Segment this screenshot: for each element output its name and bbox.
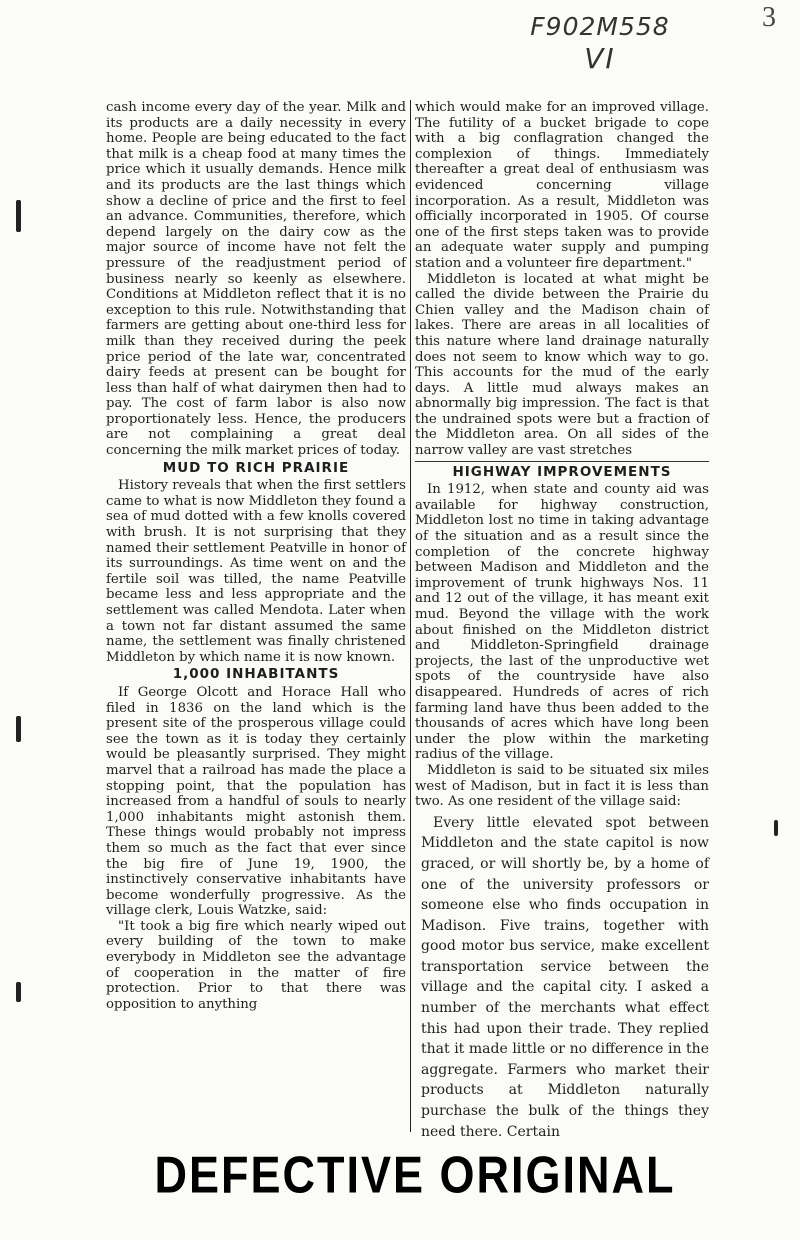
article-paragraph: In 1912, when state and county aid was available for highway construction, Middleton lost no time in taking advantage of the situation and as a result since the completion of the concrete highway between Madison and Middleton and the improvement of trunk highways Nos. 11 and 12 out of the village, it has meant exit mud. Beyond the village with the work about finished on the Middleton district and Middleton-Springfield drainage projects, the last of the unproductive wet spots of the countryside have also disappeared. Hundreds of acres of rich farming land have thus been added to the thousands of acres which have long been under the plow within the marketing radius of the village. xyxy=(415,482,709,763)
article-paragraph: History reveals that when the first settlers came to what is now Middleton they found a sea of mud dotted with a few knolls covered with brush. It is not surprising that they named their settlement Peatville in honor of its surroundings. As time went on and the fertile soil was tilled, the name Peatville became less and less appropriate and the settlement was called Mendota. Later when a town not far distant assumed the same name, the settlement was finally christened Middleton by which name it is now known. xyxy=(106,478,406,665)
defective-original-stamp: DEFECTIVE ORIGINAL xyxy=(154,1145,676,1205)
volume-annotation: VI xyxy=(584,42,616,75)
section-heading: 1,000 INHABITANTS xyxy=(172,666,340,683)
call-number-annotation xyxy=(525,14,675,73)
quoted-paragraph: Every little elevated spot between Middleton and the state capitol is now graced, or will shortly be, by a home of one of the university professors or someone else who finds occupation in Madison. Five trains, together with good motor bus service, make excellent transportation service between the village and the capital city. I asked a number of the merchants what effect this had upon their trade. They replied that it made little or no difference in the aggregate. Farmers who market their products at Middleton naturally purchase the bulk of the things they need there. Certain xyxy=(421,814,709,1140)
margin-ink-mark xyxy=(16,200,21,232)
article-paragraph: Middleton is located at what might be called the divide between the Prairie du Chien valley and the Madison chain of lakes. There are areas in all localities of this nature where land drainage naturally does not seem to know which way to go. This accounts for the mud of the early days. A little mud always makes an abnormally big impression. The fact is that the undrained spots were but a fraction of the Middleton area. On all sides of the narrow valley are vast stretches xyxy=(415,271,709,459)
margin-ink-mark xyxy=(16,716,21,742)
article-paragraph: Middleton is said to be situated six miles west of Madison, but in fact it is less than two. As one resident of the village said: xyxy=(415,762,709,810)
right-column xyxy=(415,100,709,1140)
column-rule xyxy=(410,100,411,1132)
article-paragraph: cash income every day of the year. Milk and its products are a daily necessity in every home. People are being educated to the fact that milk is a cheap food at many times the price which it usually demands. Hence milk and its products are the last things which show a decline of price and the first to feel an advance. Communities, therefore, which depend largely on the dairy cow as the major source of income have not felt the pressure of the readjustment period of business nearly so keenly as elsewhere. Conditions at Middleton reflect that it is no exception to this rule. Notwithstanding that farmers are getting about one-third less for milk than they received during the peek price period of the late war, concentrated dairy feeds at present can be bought for less than half of what dairymen then had to pay. The cost of farm labor is also now proportionately less. Hence, the producers are not complaining a great deal concerning the milk market prices of today. xyxy=(106,100,406,459)
margin-ink-mark xyxy=(774,820,778,836)
article-paragraph: If George Olcott and Horace Hall who filed in 1836 on the land which is the present site of the prosperous village could see the town as it is today they certainly would be pleasantly surprised. They might marvel that a railroad has made the place a stopping point, that the population has increased from a handful of souls to nearly 1,000 inhabitants might astonish them. These things would probably not impress them so much as the fact that ever since the big fire of June 19, 1900, the instinctively conservative inhabitants have become wonderfully progressive. As the village clerk, Louis Watzke, said: xyxy=(106,684,406,919)
article-paragraph: which would make for an improved village. The futility of a bucket brigade to cope with a big conflagration changed the complexion of things. Immediately thereafter a great deal of enthusiasm was evidenced concerning village incorporation. As a result, Middleton was officially incorporated in 1905. Of course one of the first steps taken was to provide an adequate water supply and pumping station and a volunteer fire department." xyxy=(415,100,709,271)
margin-ink-mark xyxy=(16,982,21,1002)
section-heading: MUD TO RICH PRAIRIE xyxy=(162,459,350,476)
section-divider xyxy=(415,461,709,462)
section-heading: HIGHWAY IMPROVEMENTS xyxy=(452,463,672,480)
article-paragraph: "It took a big fire which nearly wiped out every building of the town to make everybody in Middleton see the advantage of cooperation in the matter of fire protection. Prior to that there was opposition to anything xyxy=(106,918,406,1012)
page-number: 3 xyxy=(762,2,776,33)
call-number-text: F902M558 xyxy=(530,12,670,41)
left-column xyxy=(106,100,406,1130)
